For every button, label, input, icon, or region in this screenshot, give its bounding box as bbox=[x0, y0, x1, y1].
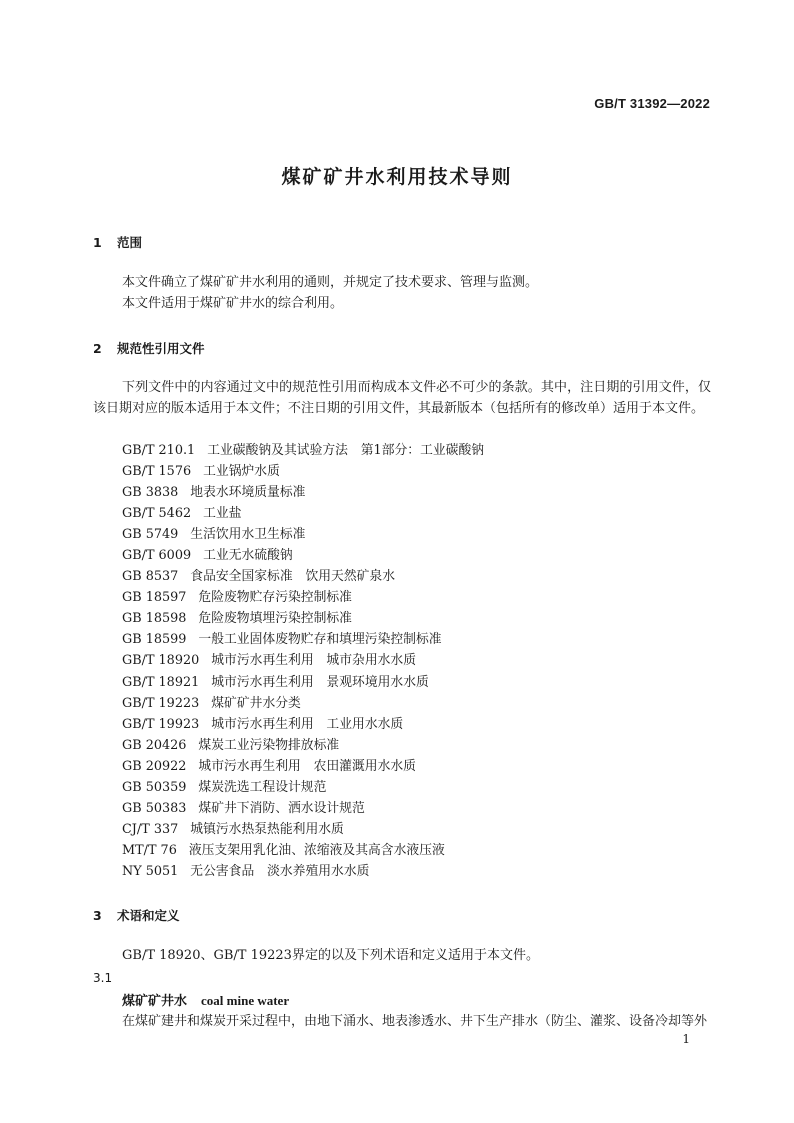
reference-item bbox=[122, 650, 484, 671]
section-1-heading bbox=[93, 233, 142, 251]
reference-item bbox=[122, 777, 484, 798]
standard-number: GB/T 31392—2022 bbox=[594, 96, 710, 111]
reference-title: 城市污水再生利用 景观环境用水水质 bbox=[211, 674, 429, 690]
section-title: 术语和定义 bbox=[117, 908, 180, 923]
reference-item bbox=[122, 440, 484, 461]
reference-title: 城镇污水热泵热能利用水质 bbox=[190, 821, 344, 837]
reference-title: 煤矿矿井水分类 bbox=[211, 695, 301, 711]
reference-code: GB/T 19923 bbox=[122, 716, 200, 732]
reference-code: GB 18598 bbox=[122, 611, 187, 627]
section-3-heading bbox=[93, 906, 180, 924]
reference-title: 工业碳酸钠及其试验方法 第1部分：工业碳酸钠 bbox=[207, 443, 485, 458]
reference-item bbox=[122, 503, 484, 524]
reference-code: MT/T 76 bbox=[122, 842, 177, 858]
reference-item bbox=[122, 756, 484, 777]
reference-item bbox=[122, 608, 484, 629]
reference-title: 工业盐 bbox=[203, 506, 242, 522]
document-title: 煤矿矿井水利用技术导则 bbox=[281, 166, 513, 188]
reference-code: GB 5749 bbox=[122, 527, 179, 543]
reference-code: NY 5051 bbox=[122, 863, 179, 879]
reference-title: 食品安全国家标准 饮用天然矿泉水 bbox=[190, 569, 396, 585]
reference-title: 危险废物贮存污染控制标准 bbox=[198, 590, 352, 606]
reference-code: GB/T 210.1 bbox=[122, 443, 196, 458]
reference-code: GB 18597 bbox=[122, 590, 187, 606]
term-english: coal mine water bbox=[201, 993, 290, 1008]
reference-item bbox=[122, 672, 484, 693]
term-chinese: 煤矿矿井水 bbox=[122, 994, 188, 1009]
reference-code: GB 8537 bbox=[122, 569, 179, 585]
reference-code: GB/T 6009 bbox=[122, 548, 192, 564]
reference-item bbox=[122, 566, 484, 587]
reference-item bbox=[122, 629, 484, 650]
reference-title: 城市污水再生利用 农田灌溉用水水质 bbox=[198, 758, 416, 774]
reference-title: 煤炭洗选工程设计规范 bbox=[198, 779, 327, 795]
reference-code: GB/T 1576 bbox=[122, 464, 192, 480]
reference-item bbox=[122, 587, 484, 608]
reference-code: GB 20922 bbox=[122, 758, 187, 774]
reference-item bbox=[122, 693, 484, 714]
reference-item bbox=[122, 735, 484, 756]
reference-title: 工业无水硫酸钠 bbox=[203, 548, 293, 564]
reference-code: GB 18599 bbox=[122, 632, 187, 648]
reference-code: GB 50383 bbox=[122, 800, 187, 816]
reference-item bbox=[122, 819, 484, 840]
reference-item bbox=[122, 714, 484, 735]
references-intro: 下列文件中的内容通过文中的规范性引用而构成本文件必不可少的条款。其中，注日期的引用文件，仅该日期对应的版本适用于本文件；不注日期的引用文件，其最新版本（包括所有的修改单）适用于本文件。 bbox=[93, 380, 711, 416]
reference-code: GB/T 5462 bbox=[122, 506, 192, 522]
section-title: 规范性引用文件 bbox=[117, 341, 205, 356]
reference-title: 城市污水再生利用 城市杂用水水质 bbox=[211, 653, 416, 669]
section-title: 范围 bbox=[117, 235, 143, 250]
reference-code: GB 20426 bbox=[122, 737, 187, 753]
scope-paragraph: 本文件适用于煤矿矿井水的综合利用。 bbox=[122, 296, 344, 311]
reference-title: 地表水环境质量标准 bbox=[190, 485, 306, 501]
reference-title: 液压支架用乳化油、浓缩液及其高含水液压液 bbox=[188, 842, 445, 858]
page-number: 1 bbox=[682, 1032, 690, 1046]
reference-code: GB 50359 bbox=[122, 779, 187, 795]
reference-code: GB/T 18920 bbox=[122, 653, 200, 669]
reference-title: 工业锅炉水质 bbox=[203, 464, 280, 480]
reference-item bbox=[122, 545, 484, 566]
reference-code: GB/T 18921 bbox=[122, 674, 200, 690]
terms-intro: GB/T 18920、GB/T 19223界定的以及下列术语和定义适用于本文件。 bbox=[122, 948, 539, 963]
reference-list bbox=[122, 440, 484, 882]
reference-item bbox=[122, 840, 484, 861]
reference-title: 无公害食品 淡水养殖用水水质 bbox=[190, 863, 370, 879]
reference-code: CJ/T 337 bbox=[122, 821, 179, 837]
section-number: 3 bbox=[93, 908, 102, 923]
reference-title: 煤矿井下消防、洒水设计规范 bbox=[198, 800, 365, 816]
reference-item bbox=[122, 461, 484, 482]
clause-number: 3.1 bbox=[93, 971, 113, 985]
reference-item bbox=[122, 524, 484, 545]
section-2-heading bbox=[93, 339, 205, 357]
scope-paragraph: 本文件确立了煤矿矿井水利用的通则，并规定了技术要求、管理与监测。 bbox=[122, 275, 539, 290]
reference-title: 一般工业固体废物贮存和填埋污染控制标准 bbox=[198, 632, 442, 648]
reference-code: GB/T 19223 bbox=[122, 695, 200, 711]
reference-item bbox=[122, 482, 484, 503]
term-definition: 在煤矿建井和煤炭开采过程中，由地下涌水、地表渗透水、井下生产排水（防尘、灌浆、设备冷却等外 bbox=[122, 1014, 708, 1029]
reference-item bbox=[122, 861, 484, 882]
section-number: 2 bbox=[93, 341, 102, 356]
reference-item bbox=[122, 798, 484, 819]
reference-title: 危险废物填埋污染控制标准 bbox=[198, 611, 352, 627]
section-number: 1 bbox=[93, 235, 102, 250]
reference-title: 城市污水再生利用 工业用水水质 bbox=[211, 716, 404, 732]
term-entry bbox=[122, 990, 289, 1012]
reference-code: GB 3838 bbox=[122, 485, 179, 501]
reference-title: 生活饮用水卫生标准 bbox=[190, 527, 306, 543]
reference-title: 煤炭工业污染物排放标准 bbox=[198, 737, 340, 753]
